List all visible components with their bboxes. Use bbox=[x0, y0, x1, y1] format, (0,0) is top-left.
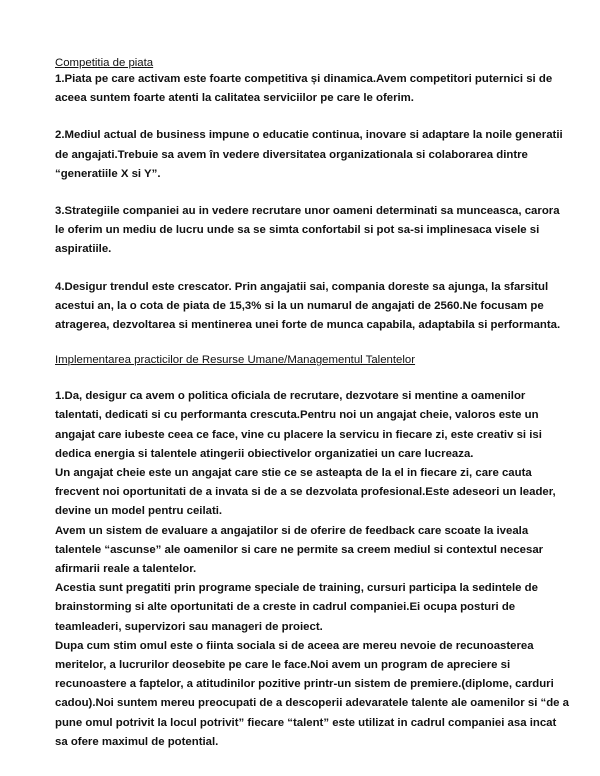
paragraph-line: sa ofere maximul de potential. bbox=[55, 735, 219, 748]
paragraph-line: 1.Da, desigur ca avem o politica oficiala de recrutare, dezvotare si mentine a oamenilor bbox=[55, 390, 526, 403]
paragraph-2 bbox=[55, 126, 563, 184]
paragraph-line: pune omul potrivit la locul potrivit” fiecare “talent” este utilizat in cadrul companiei asa incat bbox=[55, 716, 557, 729]
paragraph-line: aceea suntem foarte atenti la calitatea serviciilor pe care le oferim. bbox=[55, 92, 414, 105]
paragraph-line: 2.Mediul actual de business impune o educatie continua, inovare si adaptare la noile generatii bbox=[55, 129, 563, 142]
paragraph-line: Dupa cum stim omul este o fiinta sociala si de aceea are mereu nevoie de recunoasterea bbox=[55, 639, 534, 652]
paragraph-line: frecvent noi oportunitati de a invata si de a se dezvolata profesional.Este adeseori un leader, bbox=[55, 486, 556, 499]
paragraph-line: 3.Strategiile companiei au in vedere recrutare unor oameni determinati sa munceasca, carora bbox=[55, 205, 560, 218]
paragraph-line: atragerea, dezvoltarea si mentinerea unei forte de munca capabila, adaptabila si performanta. bbox=[55, 319, 561, 332]
paragraph-line: cadou).Noi suntem mereu preocupati de a descoperii adevaratele talente ale oamenilor si “de a bbox=[55, 697, 570, 710]
paragraph-line: aspiratiile. bbox=[55, 243, 112, 256]
paragraph-3 bbox=[55, 202, 560, 260]
paragraph-line: Acestia sunt pregatiti prin programe speciale de training, cursuri participa la sedintele de bbox=[55, 582, 538, 595]
paragraph-line: angajat care iubeste ceea ce face, vine cu placere la servicu in fiecare zi, este creativ si isi bbox=[55, 428, 542, 441]
paragraph-line: talentele “ascunse” ale oamenilor si care ne permite sa creem mediul si contextul necesar bbox=[55, 543, 544, 556]
paragraph-line: dedica energia si talentele atingerii obiectivelor organizatiei un care lucreaza. bbox=[55, 447, 474, 460]
paragraph-line: brainstorming si alte oportunitati de a creste in cadrul companiei.Ei ocupa posturi de bbox=[55, 601, 516, 614]
paragraph-talent-practices bbox=[55, 387, 570, 752]
paragraph-line: meritelor, a lucrurilor deosebite pe care le face.Noi avem un program de apreciere si bbox=[55, 659, 511, 672]
paragraph-line: Avem un sistem de evaluare a angajatilor si de oferire de feedback care scoate la iveala bbox=[55, 524, 529, 537]
paragraph-line: teamleaderi, supervizori sau manageri de proiect. bbox=[55, 620, 323, 633]
paragraph-line: recunoastere a faptelor, a atitudinilor pozitive printr-un sistem de premiere.(diplome, carduri bbox=[55, 678, 554, 691]
paragraph-line: le oferim un mediu de lucru unde sa se simta confortabil si pot sa-si implinesaca visele si bbox=[55, 224, 540, 237]
paragraph-line: acestui an, la o cota de piata de 15,3% si la un numarul de angajati de 2560.Ne focusam pe bbox=[55, 299, 544, 312]
section-heading-market-competition: Competitia de piata bbox=[55, 57, 154, 69]
document-page bbox=[55, 56, 570, 752]
paragraph-line: devine un model pentru ceilati. bbox=[55, 505, 223, 518]
section-heading-hr-talent-management: Implementarea practicilor de Resurse Umane/Managementul Talentelor bbox=[55, 354, 416, 367]
paragraph-line: afirmarii reale a talentelor. bbox=[55, 563, 197, 576]
paragraph-4 bbox=[55, 278, 561, 336]
paragraph-line: Un angajat cheie este un angajat care stie ce se asteapta de la el in fiecare zi, care cauta bbox=[55, 467, 532, 480]
paragraph-line: 1.Piata pe care activam este foarte competitiva și dinamica.Avem competitori puternici si de bbox=[55, 73, 553, 85]
paragraph-line: 4.Desigur trendul este crescator. Prin angajatii sai, compania doreste sa ajunga, la sfarsitul bbox=[55, 280, 549, 293]
paragraph-1 bbox=[55, 70, 553, 108]
paragraph-line: talentati, dedicati si cu performanta crescuta.Pentru noi un angajat cheie, valoros este un bbox=[55, 409, 539, 422]
paragraph-line: “generatiile X si Y”. bbox=[55, 167, 161, 180]
paragraph-line: de angajati.Trebuie sa avem în vedere diversitatea organizationala si colaborarea dintre bbox=[55, 148, 528, 161]
